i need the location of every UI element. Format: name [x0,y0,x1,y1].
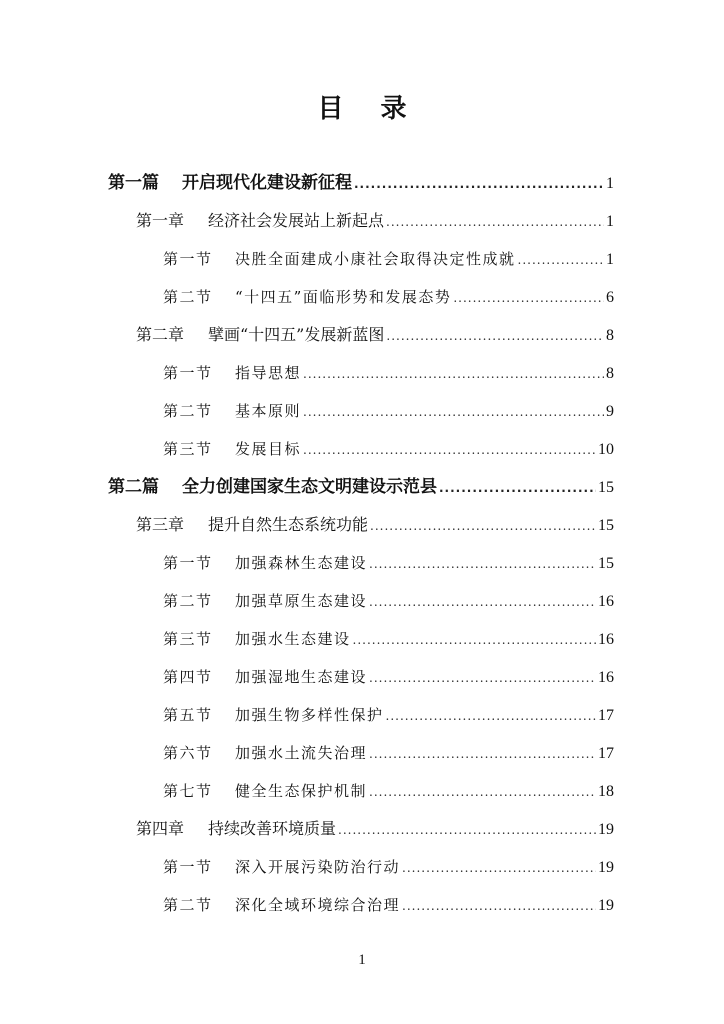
toc-entry-section[interactable] [163,735,614,771]
toc-entry-label: 第六节 [163,744,213,762]
dot-leader [354,166,604,202]
toc-entry-label: 第四章 [136,819,185,838]
toc-entry-page: 10 [598,441,614,458]
toc-entry-label: 第一节 [163,250,213,268]
toc-entry-title: 加强生物多样性保护 [235,706,384,724]
toc-entry-title: 基本原则 [235,402,302,420]
toc-entry-label: 第四节 [163,668,213,686]
dot-leader [369,736,596,772]
toc-entry-title: 经济社会发展站上新起点 [208,211,385,230]
toc-entry-section[interactable] [163,431,614,467]
toc-entry-label: 第三节 [163,440,213,458]
dot-leader [303,432,596,468]
toc-entry-page: 17 [598,707,614,724]
dot-leader [369,584,596,620]
toc-entry-page: 19 [598,897,614,914]
toc-entry-part[interactable] [108,165,614,201]
toc-entry-page: 15 [598,479,614,496]
toc-entry-title: 健全生态保护机制 [235,782,368,800]
toc-entry-title: 提升自然生态系统功能 [208,515,369,534]
toc-entry-page: 15 [598,555,614,572]
toc-entry-title: 开启现代化建设新征程 [182,173,352,193]
dot-leader [386,204,604,240]
dot-leader [386,318,604,354]
toc-entry-page: 6 [606,289,614,306]
toc-entry-label: 第三节 [163,630,213,648]
dot-leader [369,660,596,696]
toc-entry-title: 加强水土流失治理 [235,744,368,762]
toc-entry-section[interactable] [163,393,614,429]
toc-entry-label: 第三章 [136,515,185,534]
toc-entry-label: 第二节 [163,288,213,306]
toc-entry-page: 1 [606,213,614,230]
toc-entry-label: 第五节 [163,706,213,724]
toc-entry-page: 16 [598,593,614,610]
dot-leader [370,508,596,544]
toc-entry-page: 18 [598,783,614,800]
toc-entry-page: 1 [606,251,614,268]
toc-entry-section[interactable] [163,355,614,391]
toc-entry-section[interactable] [163,279,614,315]
toc-entry-label: 第二节 [163,896,213,914]
toc-entry-chapter[interactable] [136,507,614,543]
toc-entry-chapter[interactable] [136,317,614,353]
toc-entry-title: 加强草原生态建设 [235,592,368,610]
toc-entry-page: 9 [606,403,614,420]
dot-leader [402,850,596,886]
toc-entry-section[interactable] [163,621,614,657]
toc-entry-page: 19 [598,859,614,876]
toc-entry-section[interactable] [163,697,614,733]
dot-leader [353,622,596,658]
toc-entry-title: 深化全域环境综合治理 [235,896,401,914]
toc-entry-title: 指导思想 [235,364,302,382]
toc-entry-label: 第二节 [163,402,213,420]
toc-entry-title: 擘画“十四五”发展新蓝图 [208,325,385,344]
toc-entry-label: 第一节 [163,364,213,382]
toc-entry-chapter[interactable] [136,811,614,847]
toc-entry-section[interactable] [163,659,614,695]
toc-entry-title: “十四五”面临形势和发展态势 [235,288,452,306]
toc-entry-section[interactable] [163,583,614,619]
toc-entry-label: 第二篇 [108,477,159,497]
toc-entry-label: 第二章 [136,325,185,344]
dot-leader [303,394,604,430]
toc-entry-label: 第一章 [136,211,185,230]
toc-entry-page: 19 [598,821,614,838]
toc-entry-part[interactable] [108,469,614,505]
toc-entry-title: 全力创建国家生态文明建设示范县 [182,477,437,497]
toc-entry-title: 持续改善环境质量 [208,819,337,838]
toc-entry-title: 加强湿地生态建设 [235,668,368,686]
toc-entry-section[interactable] [163,241,614,277]
toc-entry-title: 发展目标 [235,440,302,458]
dot-leader [338,812,596,848]
toc-entry-label: 第二节 [163,592,213,610]
dot-leader [369,546,596,582]
toc-entry-section[interactable] [163,545,614,581]
toc-entry-page: 16 [598,669,614,686]
toc-entry-title: 加强水生态建设 [235,630,351,648]
page-number: 1 [358,952,366,968]
toc-entry-label: 第七节 [163,782,213,800]
dot-leader [386,698,596,734]
toc-entry-label: 第一篇 [108,173,159,193]
dot-leader [453,280,604,316]
toc-entry-title: 加强森林生态建设 [235,554,368,572]
dot-leader [402,888,596,924]
dot-leader [518,242,604,278]
toc-entry-page: 15 [598,517,614,534]
toc-entry-title: 决胜全面建成小康社会取得决定性成就 [235,250,516,268]
toc-entry-section[interactable] [163,887,614,923]
toc-entry-page: 17 [598,745,614,762]
toc-entry-page: 8 [606,327,614,344]
toc-entry-page: 8 [606,365,614,382]
dot-leader [369,774,596,810]
toc-entry-page: 16 [598,631,614,648]
toc-entry-section[interactable] [163,849,614,885]
toc-entry-chapter[interactable] [136,203,614,239]
toc-entry-page: 1 [606,175,614,192]
toc-entry-title: 深入开展污染防治行动 [235,858,401,876]
toc-entry-label: 第一节 [163,554,213,572]
toc-entry-section[interactable] [163,773,614,809]
toc-heading: 目 录 [317,94,421,124]
toc-entry-label: 第一节 [163,858,213,876]
dot-leader [439,470,596,506]
dot-leader [303,356,604,392]
